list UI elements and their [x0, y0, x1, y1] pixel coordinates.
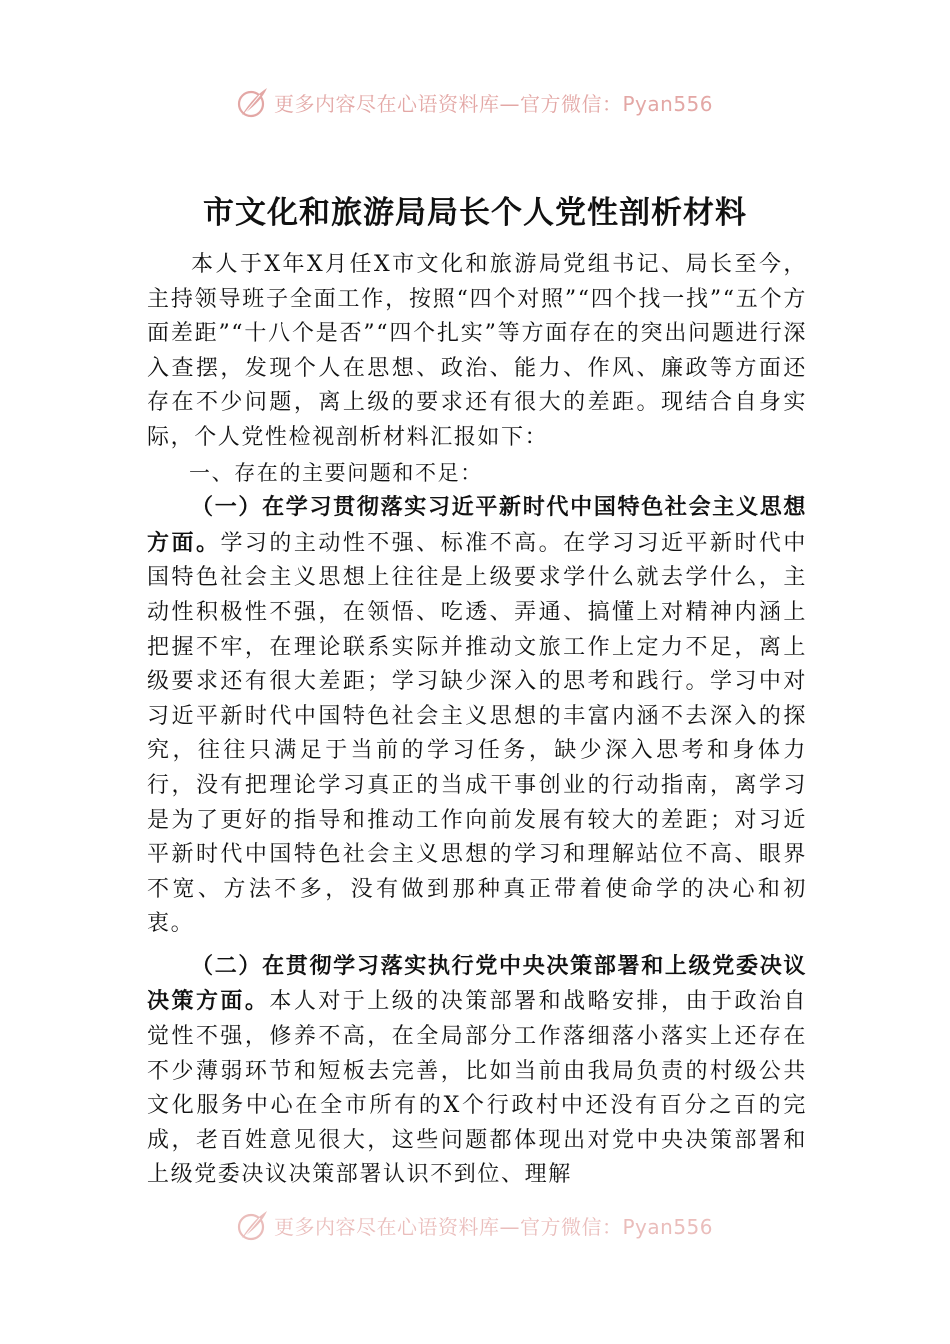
watermark-text-footer: 更多内容尽在心语资料库—官方微信：Pyan556 — [274, 1214, 714, 1239]
item1-subtitle: （一）在学习贯彻落实习近平新时代中国特色社会主义思想方面。 — [147, 494, 807, 556]
document-title: 市文化和旅游局局长个人党性剖析材料 — [203, 195, 747, 231]
item2-subtitle: （二）在贯彻学习落实执行党中央决策部署和上级党委决议决策方面。 — [147, 952, 807, 1015]
item2-paragraph — [147, 949, 807, 1193]
item1-body: 学习的主动性不强、标准不高。在学习习近平新时代中国特色社会主义思想上往往是上级要求学什么就去学什么，主动性积极性不强，在领悟、吃透、弄通、搞懂上对精神内涵上把握不牢，在理论联系实际并推动文旅工作上定力不足，离上级要求还有很大差距；学习缺少深入的思考和践行。学习中对习近平新时代中国特色社会主义思想的丰富内涵不去深入的探究，往往只满足于当前的学习任务，缺少深入思考和身体力行，没有把理论学习真正的当成干事创业的行动指南，离学习是为了更好的指导和推动工作向前发展有较大的差距；对习近平新时代中国特色社会主义思想的学习和理解站位不高、眼界不宽、方法不多，没有做到那种真正带着使命学的决心和初衷。 — [147, 530, 807, 937]
watermark-text: 更多内容尽在心语资料库—官方微信：Pyan556 — [274, 91, 714, 116]
feather-pen-logo-icon — [236, 1208, 270, 1242]
header-watermark — [0, 82, 950, 122]
footer-watermark — [0, 1205, 950, 1245]
document-body — [147, 248, 807, 1193]
section1-heading: 一、存在的主要问题和不足： — [189, 460, 483, 485]
intro-paragraph: 本人于X年X月任X市文化和旅游局党组书记、局长至今，主持领导班子全面工作，按照“四个对照”“四个找一找”“五个方面差距”“十八个是否”“四个扎实”等方面存在的突出问题进行深入查摆，发现个人在思想、政治、能力、作风、廉政等方面还存在不少问题，离上级的要求还有很大的差距。现结合自身实际，个人党性检视剖析材料汇报如下： — [147, 252, 807, 450]
item2-body: 本人对于上级的决策部署和战略安排，由于政治自觉性不强，修养不高，在全局部分工作落细落小落实上还存在不少薄弱环节和短板去完善，比如当前由我局负责的村级公共文化服务中心在全市所有的X个行政村中还没有百分之百的完成，老百姓意见很大，这些问题都体现出对党中央决策部署和上级党委决议决策部署认识不到位、理解 — [147, 989, 807, 1188]
item1-paragraph — [147, 490, 807, 942]
feather-pen-logo-icon — [236, 85, 270, 119]
